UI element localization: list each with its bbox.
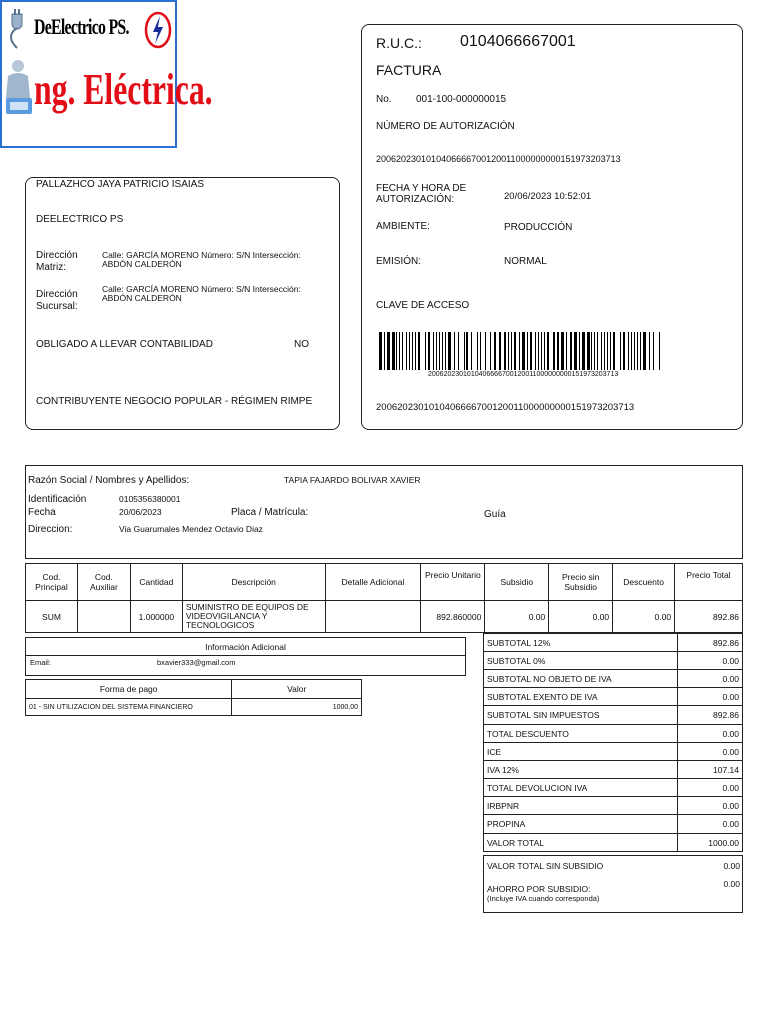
payment-value: 1000.00 [232, 699, 362, 716]
items-header-row [26, 564, 743, 601]
invoice-number-label: No. [376, 94, 392, 105]
totals-label: IVA 12% [484, 761, 678, 779]
emission-value: NORMAL [504, 256, 547, 267]
issuer-name: PALLAZHCO JAYA PATRICIO ISAIAS [36, 179, 205, 190]
auth-date-value: 20/06/2023 10:52:01 [504, 191, 592, 202]
totals-label: ICE [484, 743, 678, 761]
barcode-bar [607, 332, 608, 370]
barcode-bar [610, 332, 611, 370]
barcode-bar [409, 332, 410, 370]
row-precio-unitario: 892.860000 [421, 601, 485, 633]
barcode-bar [477, 332, 478, 370]
totals-row [484, 634, 743, 652]
auth-date-label-2: AUTORIZACIÓN: [376, 194, 455, 205]
access-key-label: CLAVE DE ACCESO [376, 300, 470, 311]
totals-row [484, 779, 743, 797]
issuer-trade-name: DEELECTRICO PS [36, 214, 124, 225]
customer-id-label: Identificación [28, 494, 87, 505]
engineer-icon [2, 58, 36, 118]
access-key-value: 2006202301010406666700120011000000000151973203713 [376, 402, 635, 413]
table-row [26, 601, 743, 633]
totals-label: PROPINA [484, 815, 678, 834]
total-without-subsidy-label: VALOR TOTAL SIN SUBSIDIO [487, 861, 604, 871]
barcode-bar [582, 332, 585, 370]
barcode-bar [538, 332, 539, 370]
matrix-address-line-2: ABDÓN CALDERÓN [102, 259, 182, 269]
company-logo [0, 0, 213, 148]
barcode-bar [649, 332, 650, 370]
barcode-bar [433, 332, 434, 370]
header-subsidio: Subsidio [485, 564, 549, 601]
header-descuento: Descuento [613, 564, 675, 601]
totals-row [484, 834, 743, 852]
barcode-bar [604, 332, 605, 370]
invoice-number: 001-100-000000015 [416, 94, 507, 105]
logo-text-bottom: ng. Eléctrica. [34, 65, 213, 114]
barcode-bar [623, 332, 625, 370]
barcode-bar [499, 332, 501, 370]
accounting-value: NO [294, 339, 309, 350]
barcode-bar [579, 332, 580, 370]
barcode-bar [653, 332, 654, 370]
barcode-bar [634, 332, 635, 370]
header-precio-sin-subsidio: Precio sin Subsidio [549, 564, 613, 601]
header-cantidad: Cantidad [130, 564, 182, 601]
barcode-bar [659, 332, 660, 370]
row-cantidad: 1.000000 [130, 601, 182, 633]
barcode-bar [637, 332, 638, 370]
table-row [26, 699, 362, 716]
payment-table [25, 679, 362, 716]
barcode-bar [436, 332, 437, 370]
barcode-bar [587, 332, 590, 370]
barcode-bar [428, 332, 430, 370]
barcode-bar [508, 332, 509, 370]
row-descuento: 0.00 [613, 601, 675, 633]
barcode-bar [490, 332, 491, 370]
barcode-bar [631, 332, 632, 370]
barcode-bar [471, 332, 472, 370]
customer-name-label: Razón Social / Nombres y Apellidos: [28, 475, 190, 486]
barcode-bar [601, 332, 602, 370]
barcode-bar [522, 332, 525, 370]
payment-method-header: Forma de pago [26, 680, 232, 699]
barcode-bar [640, 332, 641, 370]
totals-value: 0.00 [678, 670, 743, 688]
barcode-bar [553, 332, 555, 370]
totals-value: 892.86 [678, 634, 743, 652]
totals-label: IRBPNR [484, 797, 678, 815]
customer-address-label: Direccion: [28, 524, 73, 535]
totals-value: 0.00 [678, 815, 743, 834]
barcode-bar [597, 332, 598, 370]
barcode-bar [442, 332, 443, 370]
barcode-bar [544, 332, 545, 370]
subsidy-saving-value: 0.00 [723, 879, 740, 889]
row-descripcion: SUMINISTRO DE EQUIPOS DE VIDEOVIGILANCIA Y TECNOLOGICOS [182, 601, 325, 633]
branch-address-line-2: ABDÓN CALDERÓN [102, 293, 182, 303]
auth-date-label-1: FECHA Y HORA DE [376, 183, 467, 194]
tax-regime: CONTRIBUYENTE NEGOCIO POPULAR - RÉGIMEN RIMPE [36, 396, 313, 407]
row-cod-auxiliar [77, 601, 130, 633]
environment-label: AMBIENTE: [376, 221, 430, 232]
barcode-bar [379, 332, 382, 370]
barcode-bar [466, 332, 468, 370]
barcode-caption: 2006202301010406666700120011000000000151973203713 [428, 371, 619, 378]
plate-label: Placa / Matrícula: [231, 507, 309, 518]
payment-method: 01 - SIN UTILIZACION DEL SISTEMA FINANCIERO [26, 699, 232, 716]
branch-address-line-1: Calle: GARCÍA MORENO Número: S/N Intersección: [102, 284, 301, 294]
barcode-bar [406, 332, 407, 370]
customer-address: Via Guarumales Mendez Octavio Diaz [119, 524, 263, 534]
items-table [25, 563, 743, 633]
logo-text-top: DeElectrico PS. [34, 14, 129, 39]
barcode-bar [412, 332, 413, 370]
total-without-subsidy-value: 0.00 [723, 861, 740, 871]
barcode-bar [504, 332, 506, 370]
header-precio-total: Precio Total [675, 564, 743, 601]
barcode-bar [494, 332, 496, 370]
authorization-number: 2006202301010406666700120011000000000151973203713 [376, 154, 621, 164]
ruc-label: R.U.C.: [376, 35, 422, 51]
header-descripcion: Descripción [182, 564, 325, 601]
matrix-address-label-2: Matriz: [36, 262, 66, 273]
authorization-label: NÚMERO DE AUTORIZACIÓN [376, 121, 515, 132]
totals-value: 1000.00 [678, 834, 743, 852]
barcode-bar [387, 332, 390, 370]
barcode-bar [541, 332, 542, 370]
barcode-bar [514, 332, 516, 370]
email-label: Email: [30, 658, 51, 667]
totals-value: 0.00 [678, 743, 743, 761]
barcode-bar [458, 332, 459, 370]
lightning-icon [144, 10, 172, 50]
barcode-bar [439, 332, 440, 370]
totals-row [484, 688, 743, 706]
barcode-bar [511, 332, 512, 370]
row-subsidio: 0.00 [485, 601, 549, 633]
totals-row [484, 652, 743, 670]
totals-value: 0.00 [678, 725, 743, 743]
guide-label: Guía [484, 509, 506, 520]
barcode-bar [392, 332, 395, 370]
totals-row [484, 761, 743, 779]
barcode-bar [530, 332, 532, 370]
emission-label: EMISIÓN: [376, 256, 422, 267]
payment-value-header: Valor [232, 680, 362, 699]
totals-row [484, 743, 743, 761]
barcode-bar [535, 332, 536, 370]
barcode-bar [613, 332, 615, 370]
barcode-bar [561, 332, 564, 370]
branch-address-label-2: Sucursal: [36, 301, 78, 312]
header-detalle: Detalle Adicional [325, 564, 421, 601]
subsidy-saving-label: AHORRO POR SUBSIDIO: [487, 884, 591, 894]
matrix-address-label-1: Dirección [36, 250, 78, 261]
barcode-bar [519, 332, 520, 370]
barcode-bar [566, 332, 567, 370]
totals-row [484, 670, 743, 688]
totals-value: 0.00 [678, 779, 743, 797]
totals-value: 0.00 [678, 797, 743, 815]
barcode-bar [570, 332, 572, 370]
subsidy-saving-note: (Incluye IVA cuando corresponda) [487, 894, 600, 903]
barcode-image [379, 332, 663, 370]
barcode-bar [620, 332, 621, 370]
branch-address-label-1: Dirección [36, 289, 78, 300]
barcode-bar [591, 332, 592, 370]
barcode-bar [418, 332, 420, 370]
totals-label: TOTAL DESCUENTO [484, 725, 678, 743]
barcode-bar [574, 332, 577, 370]
customer-id: 0105356380001 [119, 494, 181, 504]
barcode-bar [415, 332, 416, 370]
header-precio-unitario: Precio Unitario [421, 564, 485, 601]
totals-table [483, 633, 743, 852]
customer-date-label: Fecha [28, 507, 56, 518]
accounting-label: OBLIGADO A LLEVAR CONTABILIDAD [36, 339, 213, 350]
barcode-bar [399, 332, 400, 370]
row-precio-sin-subsidio: 0.00 [549, 601, 613, 633]
barcode-bar [480, 332, 481, 370]
barcode-bar [402, 332, 403, 370]
environment-value: PRODUCCIÓN [504, 222, 573, 233]
row-cod-principal: SUM [26, 601, 78, 633]
header-cod-principal: Cod. Principal [26, 564, 78, 601]
document-type: FACTURA [376, 62, 442, 78]
row-precio-total: 892.86 [675, 601, 743, 633]
row-detalle [325, 601, 421, 633]
customer-name: TAPIA FAJARDO BOLIVAR XAVIER [284, 475, 421, 485]
barcode-bar [628, 332, 629, 370]
additional-info-title: Información Adicional [205, 642, 286, 652]
barcode-bar [547, 332, 549, 370]
barcode-bar [445, 332, 446, 370]
totals-label: TOTAL DEVOLUCION IVA [484, 779, 678, 797]
barcode-bar [594, 332, 595, 370]
header-cod-auxiliar: Cod. Auxiliar [77, 564, 130, 601]
totals-value: 107.14 [678, 761, 743, 779]
matrix-address-line-1: Calle: GARCÍA MORENO Número: S/N Intersección: [102, 250, 301, 260]
totals-value: 0.00 [678, 652, 743, 670]
totals-row [484, 815, 743, 834]
totals-value: 892.86 [678, 706, 743, 725]
totals-row [484, 706, 743, 725]
barcode-bar [527, 332, 528, 370]
additional-info-divider [25, 655, 466, 656]
totals-label: SUBTOTAL EXENTO DE IVA [484, 688, 678, 706]
barcode-bar [425, 332, 426, 370]
totals-label: SUBTOTAL SIN IMPUESTOS [484, 706, 678, 725]
barcode-bar [485, 332, 486, 370]
email-value: bxavier333@gmail.com [157, 658, 236, 667]
barcode-bar [464, 332, 465, 370]
plug-icon [4, 8, 34, 52]
totals-label: SUBTOTAL 0% [484, 652, 678, 670]
totals-value: 0.00 [678, 688, 743, 706]
totals-row [484, 797, 743, 815]
totals-label: SUBTOTAL 12% [484, 634, 678, 652]
barcode-bar [557, 332, 559, 370]
customer-date: 20/06/2023 [119, 507, 162, 517]
barcode-bar [454, 332, 455, 370]
ruc-number: 0104066667001 [460, 33, 576, 50]
barcode-bar [448, 332, 451, 370]
totals-label: VALOR TOTAL [484, 834, 678, 852]
totals-label: SUBTOTAL NO OBJETO DE IVA [484, 670, 678, 688]
barcode-bar [384, 332, 385, 370]
barcode-bar [643, 332, 646, 370]
totals-row [484, 725, 743, 743]
barcode-bar [396, 332, 397, 370]
